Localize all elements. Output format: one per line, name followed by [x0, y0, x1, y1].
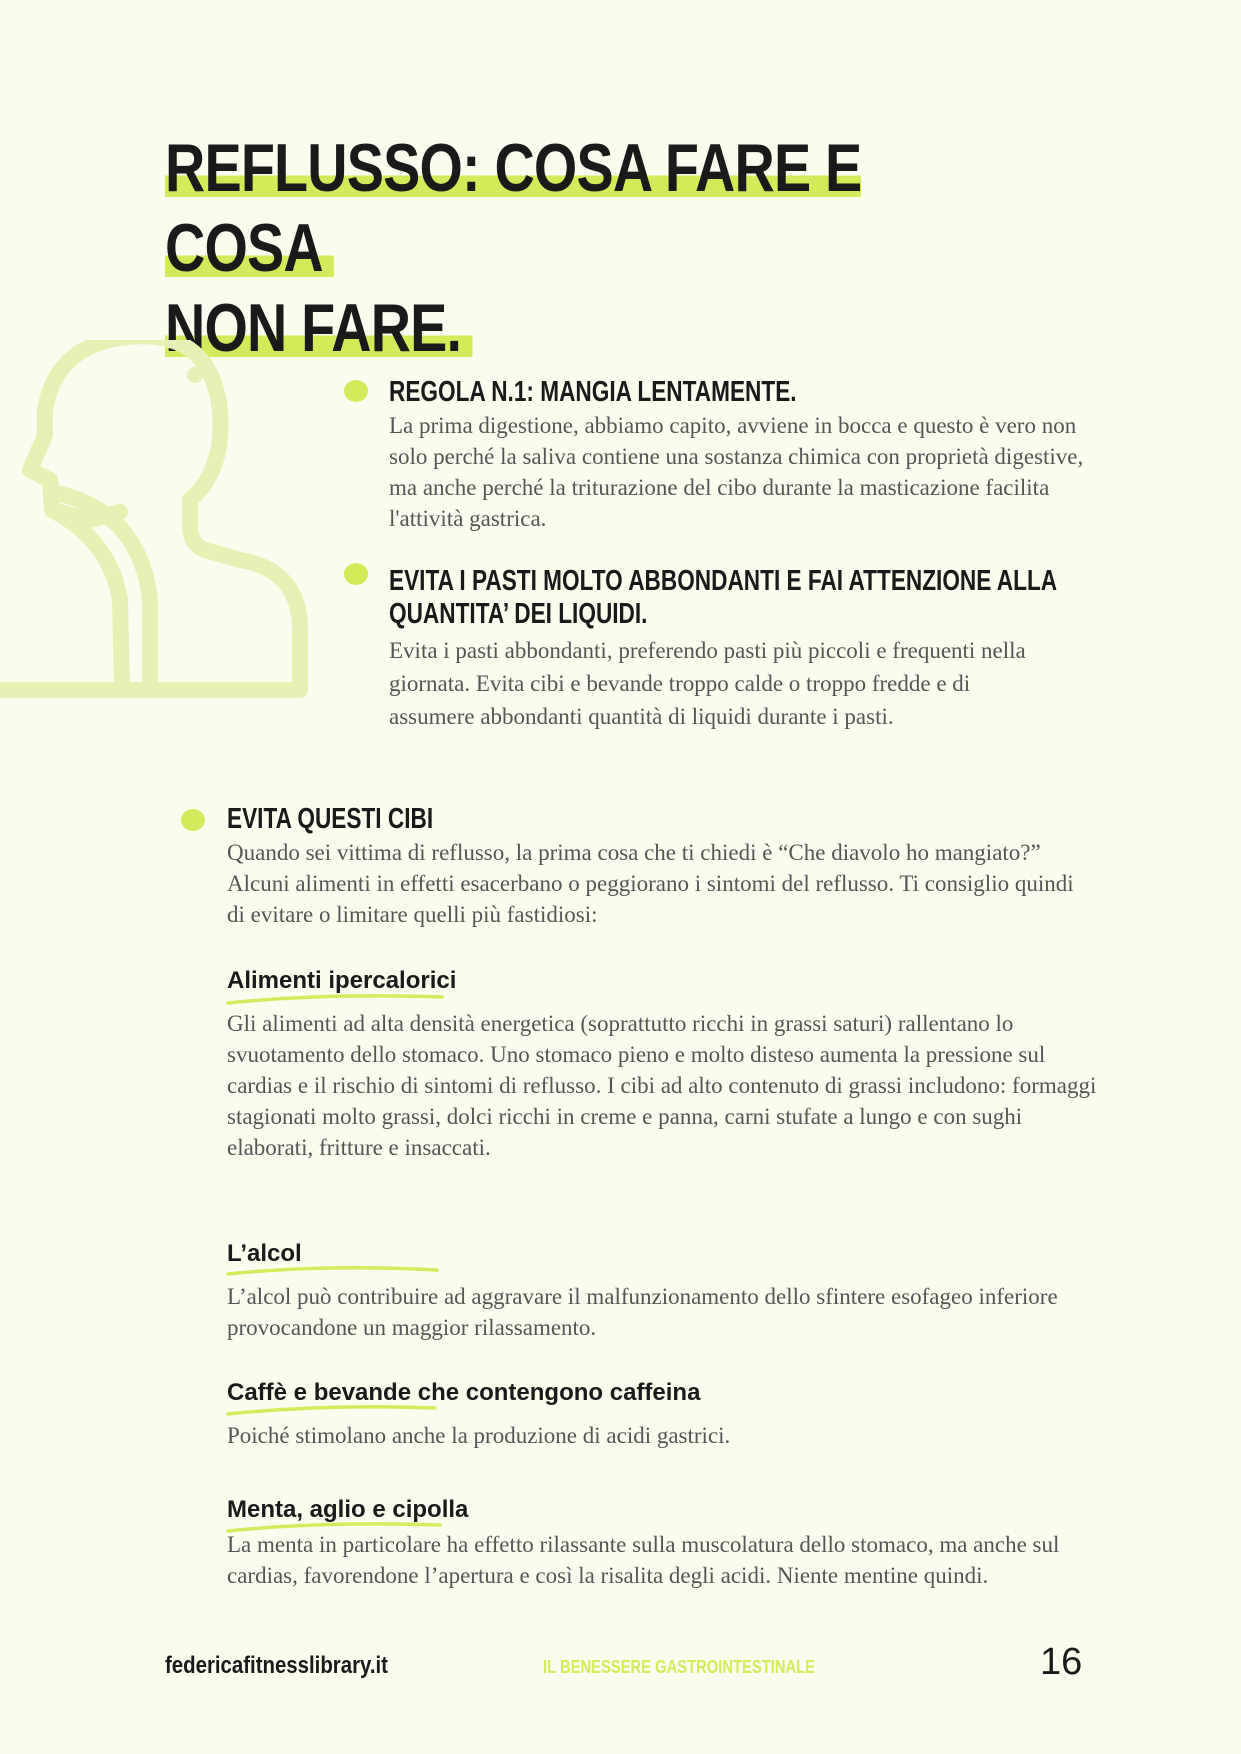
page-number: 16	[1040, 1641, 1083, 1683]
title-line-1: REFLUSSO: COSA FARE E COSA	[165, 130, 862, 286]
underline-swoosh	[225, 991, 445, 1007]
bullet-icon	[344, 380, 368, 402]
section-body-meals: Evita i pasti abbondanti, preferendo pasti più piccoli e frequenti nella giornata. Evita cibi e bevande troppo calde o troppo fredde e di assumere abbondanti quantità di liquidi durante i pasti.	[389, 638, 1026, 729]
section-heading-meals-line-2: QUANTITA’ DEI LIQUIDI.	[389, 598, 648, 630]
page-title	[165, 128, 903, 368]
underline-swoosh	[225, 1402, 445, 1418]
section-body-rule-1: La prima digestione, abbiamo capito, avviene in bocca e questo è vero non solo perché la saliva contiene una sostanza chimica con proprietà digestive, ma anche perché la triturazione del cibo durante la masticazione facilita l'attività gastrica.	[389, 413, 1084, 531]
food-title-alcol: L’alcol	[227, 1240, 302, 1267]
underline-swoosh	[225, 1262, 445, 1278]
section-heading-meals-line-1: EVITA I PASTI MOLTO ABBONDANTI E FAI ATTENZIONE ALLA	[389, 565, 1058, 597]
bullet-icon	[181, 809, 205, 831]
food-title-menta: Menta, aglio e cipolla	[227, 1496, 469, 1523]
bullet-icon	[344, 563, 368, 585]
section-heading-rule-1: REGOLA N.1: MANGIA LENTAMENTE.	[389, 376, 797, 408]
title-line-2: NON FARE.	[165, 290, 473, 366]
food-body-ipercalorici: Gli alimenti ad alta densità energetica (soprattutto ricchi in grassi saturi) rallentano lo svuotamento dello stomaco. Uno stomaco pieno e molto disteso aumenta la pressione sul cardias e il rischio di sintomi di reflusso. I cibi ad alto contenuto di grassi includono: formaggi stagionati molto grassi, dolci ricchi in creme e panna, carni stufate a lungo e con sughi elaborati, fritture e insaccati.	[227, 1011, 1097, 1160]
head-throat-icon	[0, 340, 330, 710]
food-title-ipercalorici: Alimenti ipercalorici	[227, 967, 457, 994]
food-body-menta: La menta in particolare ha effetto rilassante sulla muscolatura dello stomaco, ma anche sul cardias, favorendone l’apertura e così la risalita degli acidi. Niente mentine quindi.	[227, 1532, 1060, 1588]
footer-book-title: IL BENESSERE GASTROINTESTINALE	[543, 1657, 816, 1677]
food-body-alcol: L’alcol può contribuire ad aggravare il malfunzionamento dello sfintere esofageo inferiore provocandone un maggior rilassamento.	[227, 1284, 1058, 1340]
footer-site-link[interactable]: federicafitnesslibrary.it	[165, 1652, 388, 1679]
section-body-foods: Quando sei vittima di reflusso, la prima cosa che ti chiedi è “Che diavolo ho mangiato?” Alcuni alimenti in effetti esacerbano o peggiorano i sintomi del reflusso. Ti consiglio quindi di evitare o limitare quelli più fastidiosi:	[227, 840, 1074, 927]
section-heading-foods: EVITA QUESTI CIBI	[227, 803, 434, 835]
food-title-caffe: Caffè e bevande che contengono caffeina	[227, 1379, 701, 1406]
food-body-caffe: Poiché stimolano anche la produzione di acidi gastrici.	[227, 1423, 731, 1448]
